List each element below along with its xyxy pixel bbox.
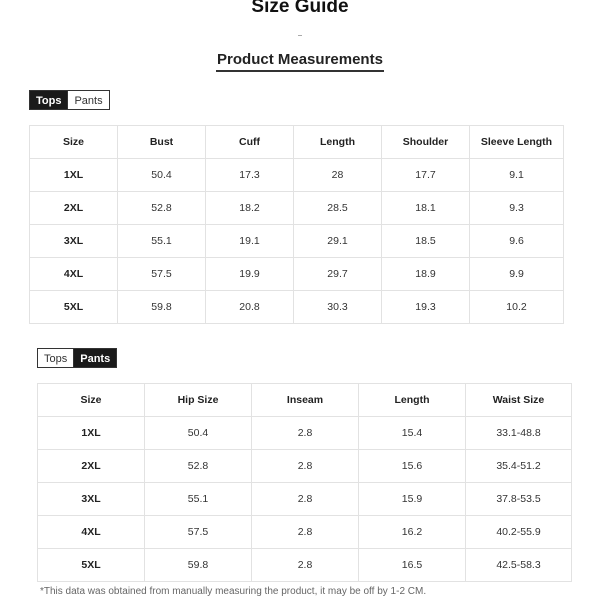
column-header: Bust (118, 126, 206, 159)
table-cell: 15.9 (359, 483, 466, 516)
size-cell: 3XL (30, 225, 118, 258)
table-cell: 55.1 (145, 483, 252, 516)
table-cell: 37.8-53.5 (466, 483, 572, 516)
measurement-disclaimer: *This data was obtained from manually measuring the product, it may be off by 1-2 CM. (40, 586, 427, 597)
table-row (30, 192, 564, 225)
table-cell: 59.8 (145, 549, 252, 582)
column-header: Size (30, 126, 118, 159)
pants-size-table (37, 383, 572, 582)
size-cell: 5XL (30, 291, 118, 324)
table-cell: 18.1 (382, 192, 470, 225)
table-cell: 19.9 (206, 258, 294, 291)
table-cell: 18.5 (382, 225, 470, 258)
table-cell: 28 (294, 159, 382, 192)
table-cell: 20.8 (206, 291, 294, 324)
table-cell: 52.8 (145, 450, 252, 483)
table-cell: 15.4 (359, 417, 466, 450)
table-cell: 50.4 (118, 159, 206, 192)
table-cell: 57.5 (118, 258, 206, 291)
divider (298, 35, 302, 36)
tab-tops[interactable]: Tops (37, 348, 74, 368)
size-cell: 2XL (38, 450, 145, 483)
size-cell: 5XL (38, 549, 145, 582)
section-title (0, 51, 600, 72)
column-header: Waist Size (466, 384, 572, 417)
table-cell: 29.1 (294, 225, 382, 258)
tab-pants[interactable]: Pants (74, 348, 117, 368)
size-cell: 1XL (38, 417, 145, 450)
table-cell: 50.4 (145, 417, 252, 450)
table-row (38, 516, 572, 549)
table-row (38, 450, 572, 483)
table-header-row (38, 384, 572, 417)
column-header: Length (294, 126, 382, 159)
size-cell: 3XL (38, 483, 145, 516)
column-header: Cuff (206, 126, 294, 159)
table-cell: 16.2 (359, 516, 466, 549)
table-cell: 17.3 (206, 159, 294, 192)
table-cell: 17.7 (382, 159, 470, 192)
table-cell: 35.4-51.2 (466, 450, 572, 483)
tops-size-table (29, 125, 564, 324)
table-row (30, 225, 564, 258)
table-cell: 2.8 (252, 516, 359, 549)
table-cell: 59.8 (118, 291, 206, 324)
table-cell: 18.9 (382, 258, 470, 291)
size-cell: 2XL (30, 192, 118, 225)
table-cell: 16.5 (359, 549, 466, 582)
table-row (30, 258, 564, 291)
table-cell: 40.2-55.9 (466, 516, 572, 549)
table-cell: 28.5 (294, 192, 382, 225)
column-header: Length (359, 384, 466, 417)
table-header-row (30, 126, 564, 159)
size-cell: 1XL (30, 159, 118, 192)
table-cell: 18.2 (206, 192, 294, 225)
table-cell: 33.1-48.8 (466, 417, 572, 450)
table-cell: 2.8 (252, 549, 359, 582)
table-cell: 42.5-58.3 (466, 549, 572, 582)
table-cell: 2.8 (252, 450, 359, 483)
column-header: Hip Size (145, 384, 252, 417)
tab-pants[interactable]: Pants (68, 90, 109, 110)
table-row (38, 483, 572, 516)
table-row (38, 417, 572, 450)
table-cell: 30.3 (294, 291, 382, 324)
table-row (38, 549, 572, 582)
table-cell: 15.6 (359, 450, 466, 483)
page-title: Size Guide (251, 0, 349, 17)
size-cell: 4XL (30, 258, 118, 291)
table-cell: 9.6 (470, 225, 564, 258)
section-title-text: Product Measurements (216, 51, 384, 72)
column-header: Sleeve Length (470, 126, 564, 159)
table-cell: 57.5 (145, 516, 252, 549)
size-cell: 4XL (38, 516, 145, 549)
table-cell: 9.3 (470, 192, 564, 225)
table-cell: 2.8 (252, 483, 359, 516)
tab-tops[interactable]: Tops (29, 90, 68, 110)
column-header: Inseam (252, 384, 359, 417)
table-cell: 19.1 (206, 225, 294, 258)
table-cell: 10.2 (470, 291, 564, 324)
tops-tab-group (29, 90, 110, 110)
table-row (30, 291, 564, 324)
table-cell: 9.1 (470, 159, 564, 192)
table-cell: 9.9 (470, 258, 564, 291)
column-header: Shoulder (382, 126, 470, 159)
table-cell: 52.8 (118, 192, 206, 225)
table-cell: 19.3 (382, 291, 470, 324)
table-cell: 55.1 (118, 225, 206, 258)
pants-tab-group (37, 348, 117, 368)
table-cell: 29.7 (294, 258, 382, 291)
table-cell: 2.8 (252, 417, 359, 450)
table-row (30, 159, 564, 192)
column-header: Size (38, 384, 145, 417)
